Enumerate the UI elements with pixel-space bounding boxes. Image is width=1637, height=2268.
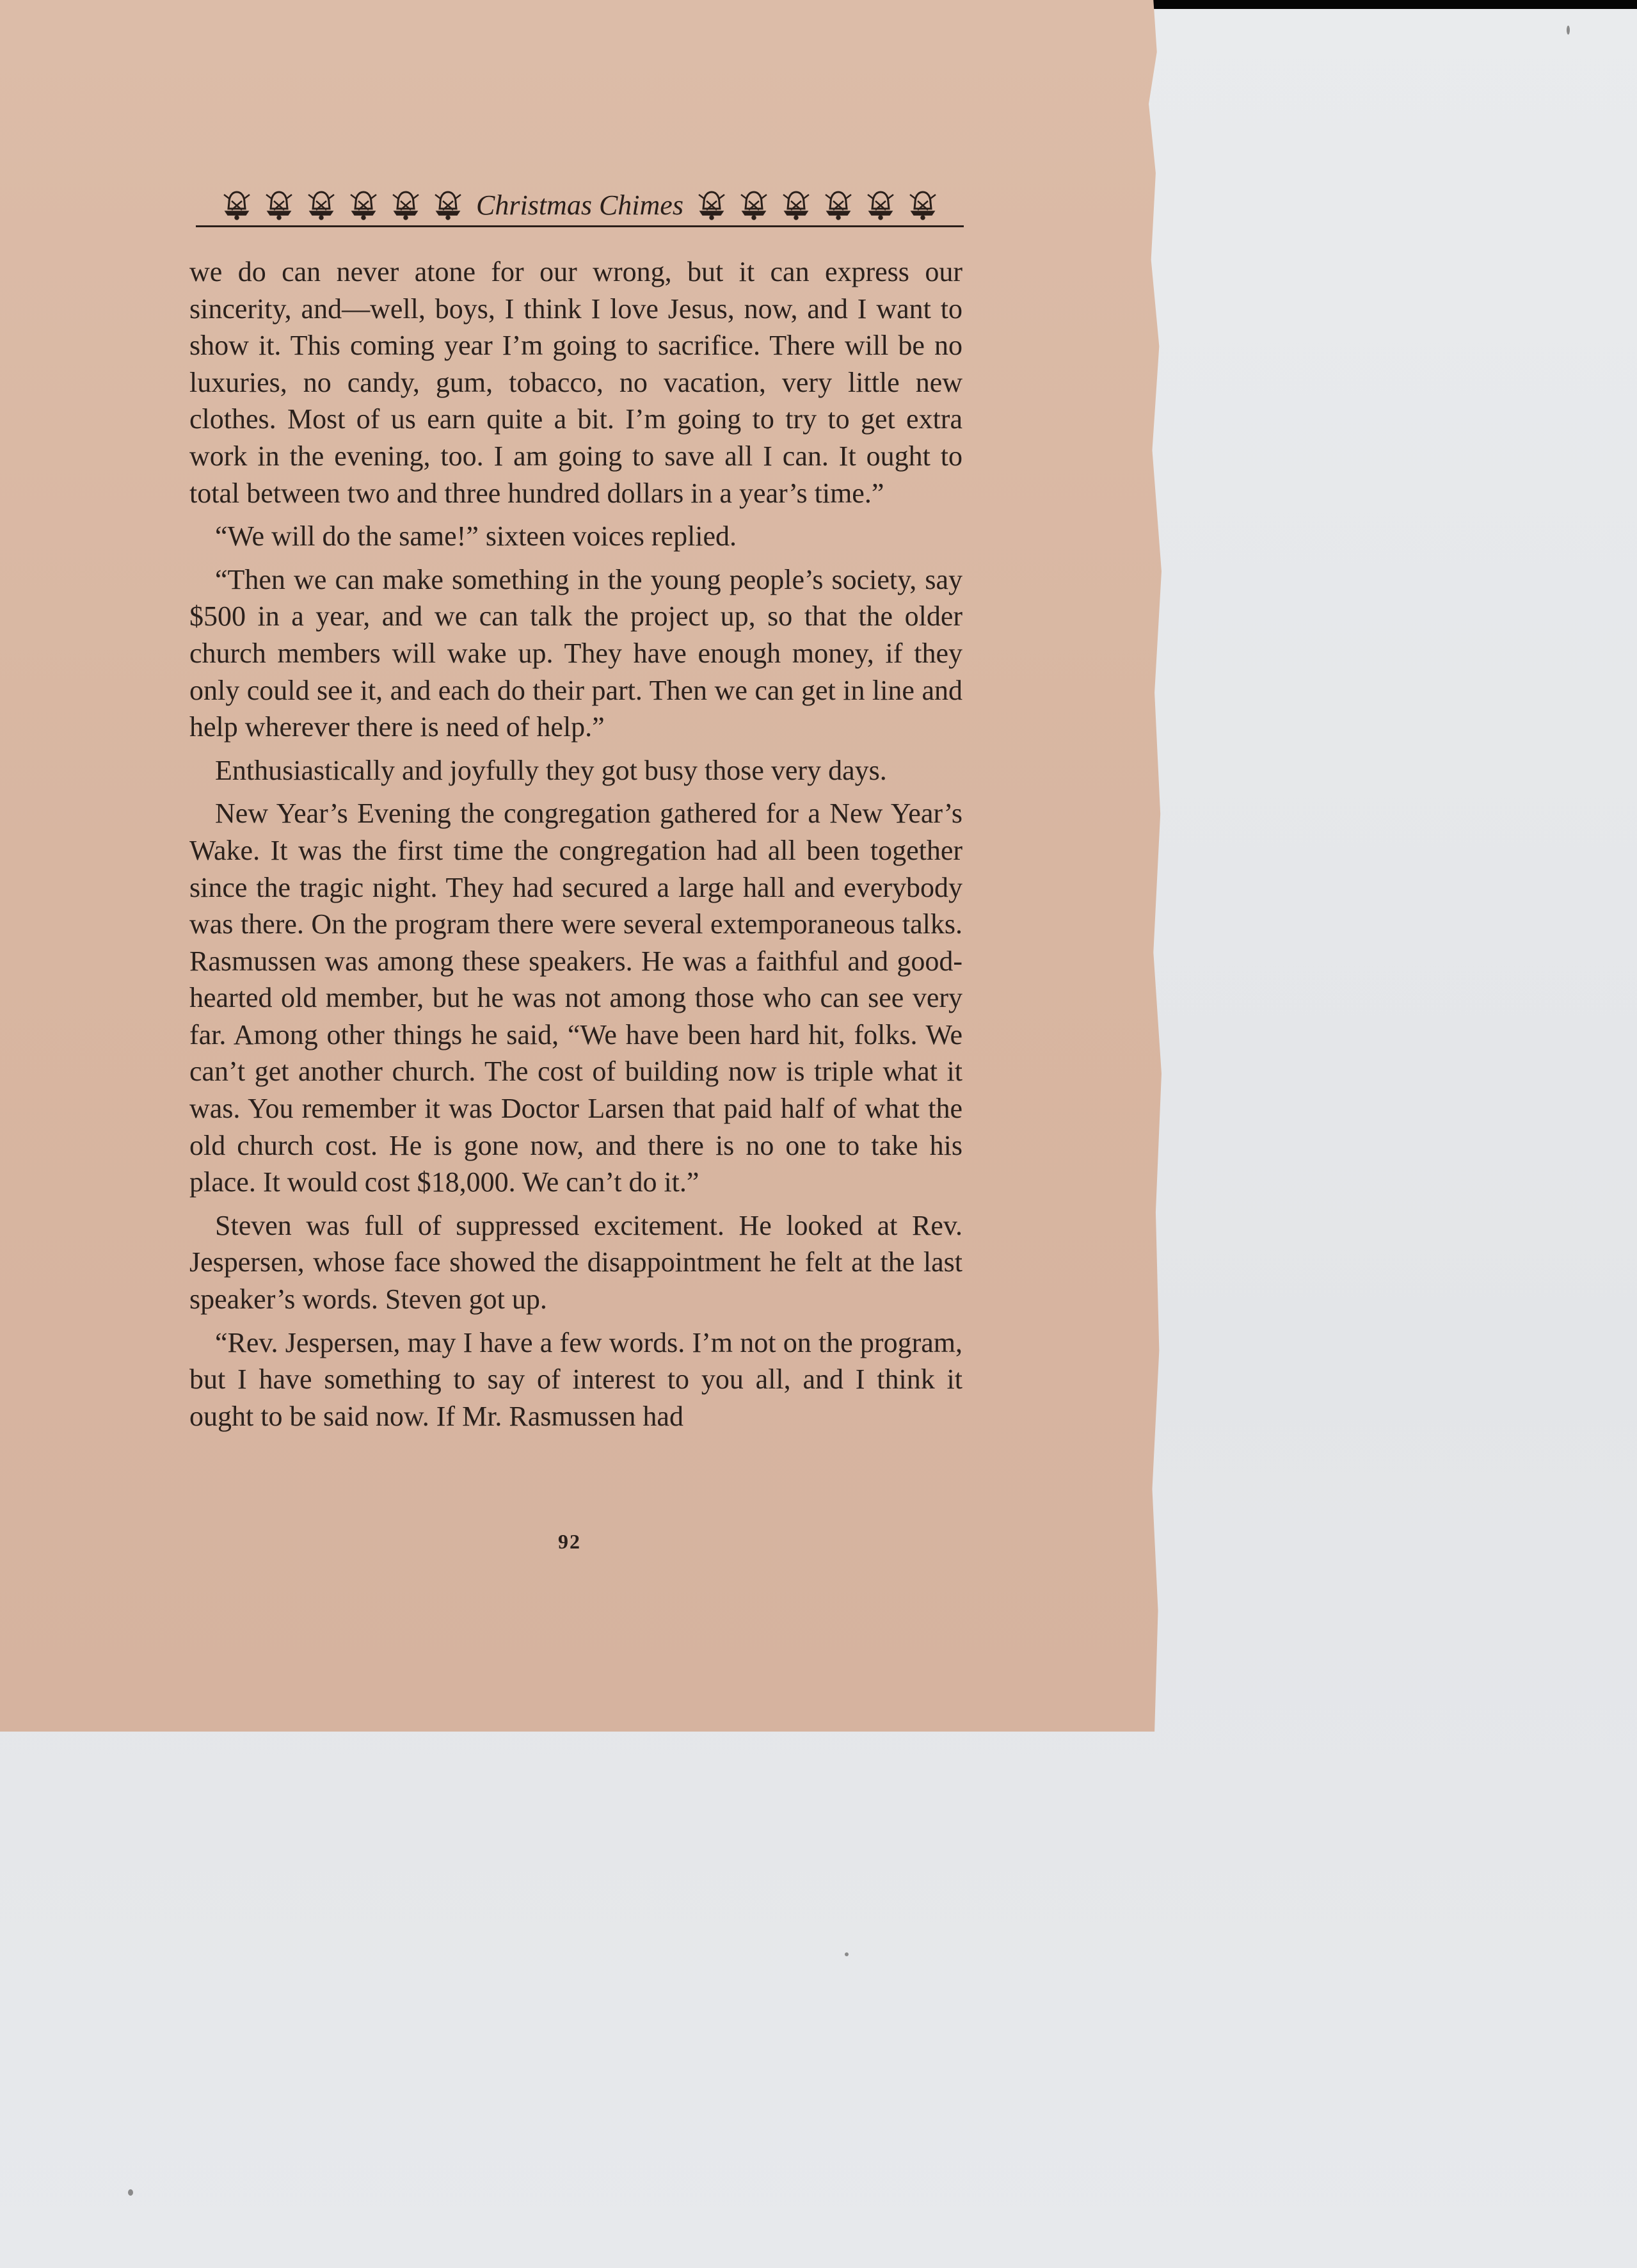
body-text bbox=[189, 253, 962, 1441]
bell-ornament-icon bbox=[779, 188, 813, 221]
right-ornaments bbox=[695, 188, 939, 221]
bell-ornament-icon bbox=[389, 188, 422, 221]
bell-ornament-icon bbox=[864, 188, 897, 221]
bell-ornament-icon bbox=[431, 188, 465, 221]
dust-speck bbox=[845, 1952, 849, 1956]
running-header bbox=[196, 186, 964, 224]
left-ornaments bbox=[220, 188, 465, 221]
running-header-title: Christmas Chimes bbox=[476, 189, 683, 221]
header-rule bbox=[196, 225, 964, 227]
paragraph-2: “We will do the same!” sixteen voices replied. bbox=[215, 520, 737, 552]
bell-ornament-icon bbox=[262, 188, 296, 221]
bell-ornament-icon bbox=[737, 188, 771, 221]
paragraph-1: we do can never atone for our wrong, but it can express our sincerity, and—well, boys, I think I love Jesus, now, and I want to show it. This coming year I’m going to sacrifice. There will be no luxuries, no candy, gum, tobacco, no vacation, very little new clothes. Most of us earn quite a bit. I’m going to try to get extra work in the evening, too. I am going to save all I can. It ought to total between two and three hundred dollars in a year’s time.” bbox=[189, 256, 962, 509]
paragraph-3: “Then we can make something in the young people’s society, say $500 in a year, and we can talk the project up, so that the older church members will wake up. They have enough money, if they only could see it, and each do their part. Then we can get in line and help wherever there is need of help.” bbox=[189, 563, 962, 743]
dust-speck bbox=[1567, 26, 1570, 35]
scanner-lid-edge bbox=[1152, 0, 1637, 9]
bell-ornament-icon bbox=[347, 188, 380, 221]
paragraph-7: “Rev. Jespersen, may I have a few words. I’m not on the program, but I have something to say of interest to you all, and I think it ought to be said now. If Mr. Rasmussen had bbox=[189, 1326, 962, 1432]
paragraph-4: Enthusiastically and joyfully they got busy those very days. bbox=[215, 754, 887, 786]
paragraph-5: New Year’s Evening the congregation gathered for a New Year’s Wake. It was the first time the congregation had all been together since the tragic night. They had secured a large hall and everybody was there. On the program there were several extemporaneous talks. Rasmussen was among these speakers. He was a faithful and good-hearted old member, but he was not among those who can see very far. Among other things he said, “We have been hard hit, folks. We can’t get another church. The cost of building now is triple what it was. You remember it was Doctor Larsen that paid half of what the old church cost. He is gone now, and there is no one to take his place. It would cost $18,000. We can’t do it.” bbox=[189, 798, 962, 1198]
bell-ornament-icon bbox=[906, 188, 939, 221]
dust-speck bbox=[128, 2189, 133, 2196]
page-number: 92 bbox=[558, 1530, 581, 1553]
bell-ornament-icon bbox=[822, 188, 855, 221]
paragraph-6: Steven was full of suppressed excitement. He looked at Rev. Jespersen, whose face showed the disappointment he felt at the last speaker’s words. Steven got up. bbox=[189, 1209, 962, 1315]
bell-ornament-icon bbox=[220, 188, 253, 221]
bell-ornament-icon bbox=[305, 188, 338, 221]
bell-ornament-icon bbox=[695, 188, 728, 221]
